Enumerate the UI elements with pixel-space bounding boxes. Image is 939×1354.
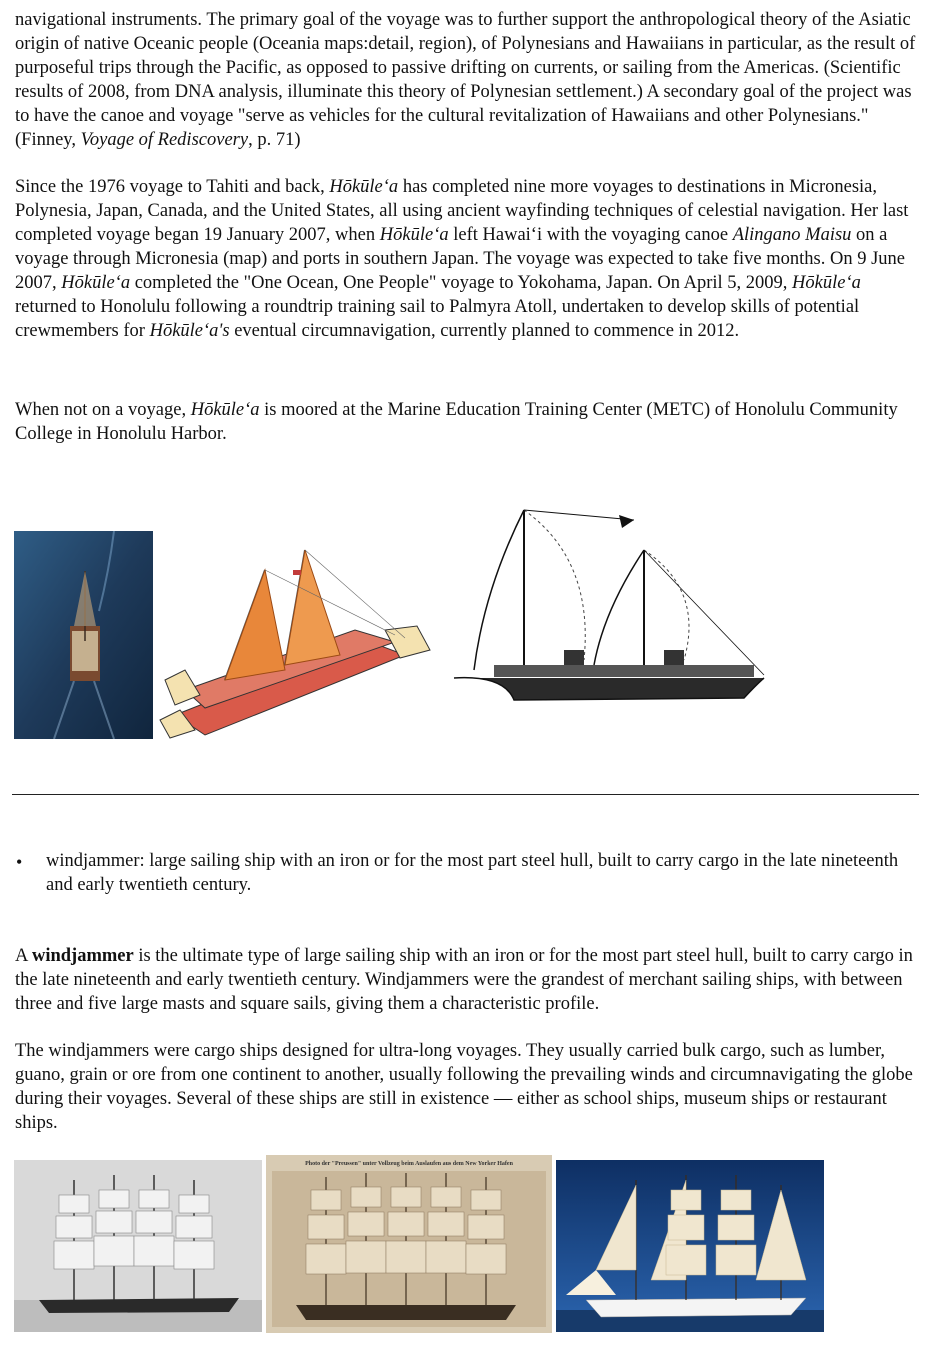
definition-bullet: windjammer: large sailing ship with an iron or for the most part steel hull, built to carry cargo in the late nineteenth and early twentieth century. (46, 851, 899, 895)
paragraph-windjammer-usage: The windjammers were cargo ships designed for ultra-long voyages. They usually carried bulk cargo, such as lumber, guano, grain or ore from one continent to another, usually following the prevailing winds and circumnavigating the globe during their voyages. Several of these ships are still in existence — either as school ships, museum ships or restaurant ships. (15, 1041, 913, 1133)
p2-text: completed the "One Ocean, One People" voyage to Yokohama, Japan. On April 5, 2009, (130, 273, 793, 293)
p3-text: is moored at the Marine Education Training Center (METC) of Honolulu Community College in Honolulu Harbor. (15, 400, 898, 444)
p4-text: is the ultimate type of large sailing ship with an iron or for the most part steel hull, built to carry cargo in the late nineteenth and early twentieth century. Windjammers were the grandest of merchant sailing ships, with between three and five large masts and square sails, giving them a characteristic profile. (15, 946, 913, 1014)
p2-text: on a voyage through Micronesia (map) and ports in southern Japan. The voyage was expected to take five months. On 9 June 2007, (15, 225, 905, 293)
paragraph-voyage-goals (15, 8, 920, 152)
double-hull-canoe-sketch (444, 500, 776, 728)
canoe-name: Hōkūle‘a (61, 273, 131, 293)
term-windjammer: windjammer (31, 946, 134, 966)
canoe-name: Hōkūle‘a (379, 225, 449, 245)
canoe-aerial-photo (14, 531, 153, 739)
p2-text: left Hawai‘i with the voyaging canoe (448, 225, 733, 245)
p2-text: has completed nine more voyages to destinations in Micronesia, Polynesia, Japan, Canada, and the United States, all using ancient wayfinding techniques of celestial navigation. Her last completed voyage began 19 January 2007, when (15, 177, 909, 245)
paragraph-voyages (15, 175, 920, 343)
canoe-name: Hōkūle‘a (329, 177, 399, 197)
canoe-name: Alingano Maisu (732, 225, 852, 245)
section-divider (12, 794, 919, 795)
paragraph-windjammer-definition (15, 944, 920, 1016)
canoe-name: Hōkūle‘a (792, 273, 861, 293)
p4-text: A (15, 946, 32, 966)
hokulea-canoe-illustration (155, 530, 435, 740)
canoe-name: Hōkūle‘a (190, 400, 260, 420)
p1-text-end: , p. 71) (248, 130, 301, 150)
windjammer-bw-photo (14, 1160, 262, 1332)
canoe-name: Hōkūle‘a's (149, 321, 230, 341)
p2-text: eventual circumnavigation, currently planned to commence in 2012. (229, 321, 740, 341)
photo-caption: Photo der "Preussen" unter Vollzeug beim Auslaufen aus dem New Yorker Hafen (305, 1161, 513, 1167)
bullet-dot-icon: • (16, 852, 23, 872)
p2-text: returned to Honolulu following a roundtrip training sail to Palmyra Atoll, undertaken to develop skills of potential crewmembers for (15, 297, 860, 341)
tall-ship-color-photo (556, 1160, 824, 1332)
p2-text: Since the 1976 voyage to Tahiti and back, (15, 177, 330, 197)
p1-text: navigational instruments. The primary goal of the voyage was to further support the anthropological theory of the Asiatic origin of native Oceanic people (Oceania maps:detail, region), of Polynesians and Hawaiians in particular, as the result of purposeful trips through the Pacific, as opposed to passive drifting on currents, or sailing from the Americas. (Scientific results of 2008, from DNA analysis, illuminate this theory of Polynesian settlement.) A secondary goal of the project was to have the canoe and voyage "serve as vehicles for the cultural revitalization of Hawaiians and other Polynesians." (Finney, (15, 10, 916, 150)
paragraph-mooring (15, 398, 920, 446)
p3-text: When not on a voyage, (15, 400, 191, 420)
preussen-sepia-photo (266, 1155, 552, 1333)
book-title: Voyage of Rediscovery (80, 130, 249, 150)
